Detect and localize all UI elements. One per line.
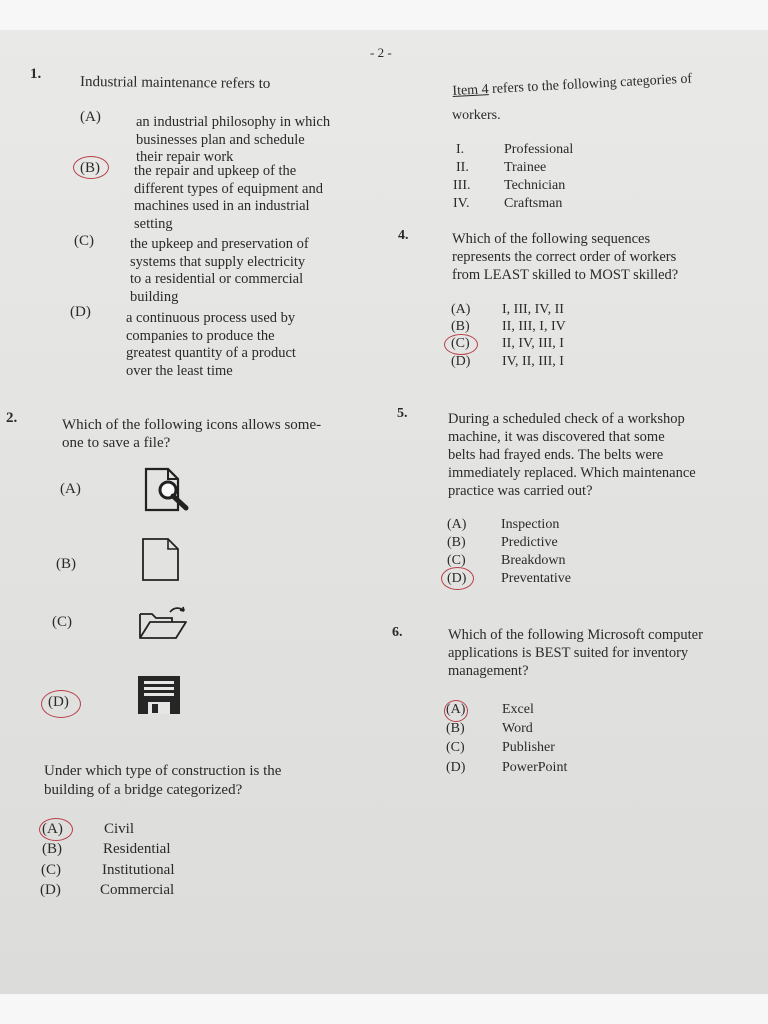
- q3-option-d-label: (D): [40, 882, 61, 898]
- q5-number: 5.: [397, 406, 408, 421]
- q3-option-c-text: Institutional: [102, 862, 175, 878]
- q1-option-c-body: the upkeep and preservation of systems that supply electricity to a residential or commercial building: [130, 236, 309, 305]
- q6-option-a-label: (A): [446, 702, 466, 717]
- item4-intro-text: refers to the following categories of: [491, 71, 693, 97]
- q6-option-c-label: (C): [446, 740, 465, 755]
- page-number: - 2 -: [370, 45, 392, 60]
- q3-option-a-text: Civil: [104, 821, 135, 837]
- q5-option-c-text: Breakdown: [501, 553, 566, 568]
- q6-option-c-text: Publisher: [502, 740, 555, 755]
- q2-number: 2.: [6, 410, 18, 426]
- q1-number: 1.: [30, 66, 42, 82]
- q5-option-c-label: (C): [447, 553, 466, 568]
- q4-number: 4.: [398, 228, 409, 243]
- q3-option-a-label: (A): [42, 821, 63, 837]
- q1-option-a-body: an industrial philosophy in which businesses plan and schedule their repair work: [136, 114, 331, 165]
- q2-option-a-label: (A): [60, 481, 81, 497]
- q2-option-d-label: (D): [48, 694, 69, 710]
- item4-category-1: Professional: [504, 142, 574, 157]
- item4-numeral-3: III.: [453, 178, 471, 193]
- q2-option-b-label: (B): [56, 556, 76, 572]
- q6-stem: Which of the following Microsoft computer applications is BEST suited for inventory management?: [448, 627, 703, 679]
- item4-intro-2: workers.: [452, 108, 501, 123]
- q2-stem: Which of the following icons allows some- one to save a file?: [62, 417, 322, 451]
- q6-option-d-text: PowerPoint: [502, 760, 568, 775]
- q5-option-b-label: (B): [447, 535, 466, 550]
- q4-option-a-text: I, III, IV, II: [502, 302, 564, 317]
- item4-ref: Item 4: [452, 82, 490, 100]
- q3-option-b-label: (B): [42, 841, 62, 857]
- q1-option-a-text: [136, 114, 368, 167]
- item4-category-2: Trainee: [504, 160, 547, 175]
- item4-numeral-4: IV.: [453, 196, 470, 211]
- q4-option-b-text: II, III, I, IV: [502, 319, 566, 334]
- q1-option-d-label: (D): [70, 304, 91, 320]
- q1-option-a-label: (A): [80, 109, 101, 125]
- q3-stem: Under which type of construction is the building of a bridge categorized?: [44, 763, 282, 798]
- q6-option-a-text: Excel: [502, 702, 534, 717]
- q6-option-b-text: Word: [502, 721, 533, 736]
- q1-option-c-label: (C): [74, 233, 94, 249]
- q4-option-d-text: IV, II, III, I: [502, 354, 564, 369]
- search-document-icon: [138, 466, 198, 514]
- q1-option-d-text: [126, 310, 366, 380]
- q1-option-d-body: a continuous process used by companies to produce the greatest quantity of a product over the least time: [126, 310, 296, 379]
- q1-option-b-text: [134, 163, 368, 233]
- q6-option-b-label: (B): [446, 721, 465, 736]
- bottom-margin: [0, 994, 768, 1024]
- q5-option-a-text: Inspection: [501, 517, 560, 532]
- floppy-disk-icon: [136, 674, 184, 716]
- q5-option-a-label: (A): [447, 517, 467, 532]
- q6-option-d-label: (D): [446, 760, 466, 775]
- q3-option-d-text: Commercial: [100, 882, 175, 898]
- q4-option-c-text: II, IV, III, I: [502, 336, 564, 351]
- q4-option-d-label: (D): [451, 354, 471, 369]
- item4-category-3: Technician: [504, 178, 566, 193]
- item4-numeral-2: II.: [456, 160, 469, 175]
- q1-stem: Industrial maintenance refers to: [79, 74, 271, 92]
- top-margin: [0, 0, 768, 30]
- item4-numeral-1: I.: [456, 142, 465, 157]
- q1-option-c-text: [130, 236, 368, 306]
- q5-stem: During a scheduled check of a workshop machine, it was discovered that some belts had frayed ends. The belts were immediately replaced. Which maintenance practice was carried out?: [448, 411, 696, 499]
- q4-option-b-label: (B): [451, 319, 470, 334]
- q1-option-b-body: the repair and upkeep of the different types of equipment and machines used in an industrial setting: [134, 163, 323, 232]
- q3-option-b-text: Residential: [103, 841, 171, 857]
- q3-option-c-label: (C): [41, 862, 61, 878]
- q5-option-d-label: (D): [447, 571, 467, 586]
- blank-document-icon: [140, 536, 184, 584]
- item4-category-4: Craftsman: [504, 196, 563, 211]
- q5-option-b-text: Predictive: [501, 535, 558, 550]
- q2-option-c-label: (C): [52, 614, 72, 630]
- q5-option-d-text: Preventative: [501, 571, 571, 586]
- open-folder-icon: [136, 604, 192, 644]
- q6-number: 6.: [392, 625, 403, 640]
- q4-option-a-label: (A): [451, 302, 471, 317]
- q4-option-c-label: (C): [451, 336, 470, 351]
- q4-stem: Which of the following sequences represents the correct order of workers from LEAST skilled to MOST skilled?: [452, 231, 679, 283]
- q1-option-b-label: (B): [80, 160, 100, 176]
